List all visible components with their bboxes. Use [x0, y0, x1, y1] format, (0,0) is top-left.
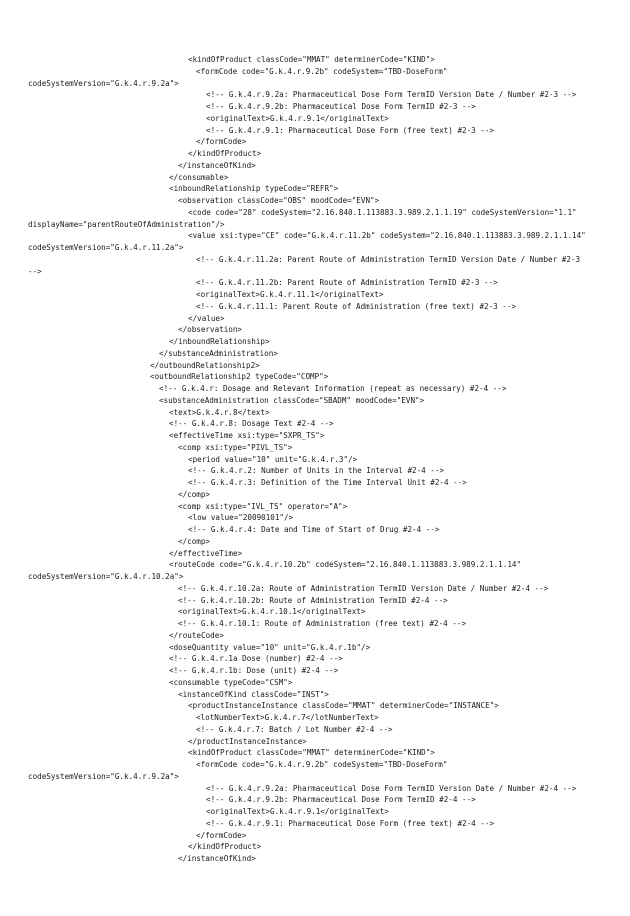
code-line: </inboundRelationship>: [169, 337, 270, 346]
code-line: <comp xsi:type="PIVL_TS">: [178, 442, 293, 452]
code-line: <routeCode code="G.k.4.r.10.2b" codeSystem="2.16.840.1.113883.3.989.2.1.1.14": [169, 560, 522, 570]
code-line: </effectiveTime>: [169, 548, 243, 558]
code-line: codeSystemVersion="G.k.4.r.9.2a">: [28, 771, 179, 781]
code-line: </productInstanceInstance>: [188, 736, 307, 746]
code-line: <!-- G.k.4.r.1a Dose (number) #2-4 -->: [169, 654, 343, 664]
code-line: <!-- G.k.4.r.9.1: Pharmaceutical Dose Form (free text) #2-4 -->: [206, 818, 495, 828]
code-line: <low value="20090101"/>: [188, 513, 294, 523]
code-line: <!-- G.k.4.r.4: Date and Time of Start of Drug #2-4 -->: [188, 525, 440, 534]
code-line: <!-- G.k.4.r.10.1: Route of Administration (free text) #2-4 -->: [178, 619, 467, 628]
code-line: </formCode>: [196, 830, 247, 840]
code-line: <!-- G.k.4.r.10.2a: Route of Administration TermID Version Date / Number #2-4 -->: [178, 583, 549, 593]
code-line: </formCode>: [196, 137, 247, 147]
code-line: </instanceOfKind>: [178, 854, 256, 863]
code-line: <doseQuantity value="10" unit="G.k.4.r.1b"/>: [169, 642, 371, 652]
code-line: </consumable>: [169, 172, 229, 182]
code-line: </kindOfProduct>: [188, 149, 262, 158]
code-line: -->: [28, 266, 42, 276]
code-line: <productInstanceInstance classCode="MMAT" determinerCode="INSTANCE">: [188, 701, 499, 711]
code-line: </outboundRelationship2>: [150, 360, 260, 370]
code-line: <!-- G.k.4.r.9.2a: Pharmaceutical Dose Form TermID Version Date / Number #2-4 -->: [206, 783, 577, 793]
code-line: displayName="parentRouteOfAdministration"/>: [28, 219, 225, 229]
code-line: codeSystemVersion="G.k.4.r.9.2a">: [28, 78, 179, 88]
code-line: <!-- G.k.4.r.11.2a: Parent Route of Administration TermID Version Date / Number #2-3: [196, 254, 581, 264]
code-line: <kindOfProduct classCode="MMAT" determinerCode="KIND">: [188, 748, 435, 758]
code-line: <!-- G.k.4.r.11.2b: Parent Route of Administration TermID #2-3 -->: [196, 278, 498, 288]
code-line: <!-- G.k.4.r.2: Number of Units in the Interval #2-4 -->: [188, 466, 445, 476]
code-line: codeSystemVersion="G.k.4.r.11.2a">: [28, 243, 184, 252]
code-line: <!-- G.k.4.r.9.1: Pharmaceutical Dose Form (free text) #2-3 -->: [206, 125, 495, 135]
code-line: </routeCode>: [169, 630, 224, 640]
code-line: <consumable typeCode="CSM">: [169, 677, 293, 687]
code-line: <formCode code="G.k.4.r.9.2b" codeSystem="TBD-DoseForm": [196, 760, 448, 769]
code-line: <substanceAdministration classCode="SBADM" moodCode="EVN">: [159, 395, 425, 405]
code-line: <originalText>G.k.4.r.9.1</originalText>: [206, 113, 389, 123]
code-line: <period value="10" unit="G.k.4.r.3"/>: [188, 454, 358, 464]
code-line: </instanceOfKind>: [178, 160, 256, 170]
code-line: <value xsi:type="CE" code="G.k.4.r.11.2b" codeSystem="2.16.840.1.113883.3.989.2.1.1.14": [188, 231, 586, 241]
code-line: <!-- G.k.4.r.10.2b: Route of Administration TermID #2-4 -->: [178, 595, 448, 605]
code-line: <!-- G.k.4.r.9.2a: Pharmaceutical Dose Form TermID Version Date / Number #2-3 -->: [206, 90, 577, 100]
xml-code-listing: [28, 54, 624, 865]
code-line: <text>G.k.4.r.8</text>: [169, 407, 270, 417]
code-line: </value>: [188, 313, 225, 323]
code-line: <comp xsi:type="IVL_TS" operator="A">: [178, 501, 348, 511]
code-line: </substanceAdministration>: [159, 348, 278, 358]
code-line: <!-- G.k.4.r.7: Batch / Lot Number #2-4 -->: [196, 724, 393, 734]
code-line: </kindOfProduct>: [188, 842, 262, 852]
code-line: codeSystemVersion="G.k.4.r.10.2a">: [28, 572, 184, 581]
code-line: <outboundRelationship2 typeCode="COMP">: [150, 372, 329, 382]
code-line: <lotNumberText>G.k.4.r.7</lotNumberText>: [196, 713, 379, 722]
code-line: <inboundRelationship typeCode="REFR">: [169, 184, 339, 194]
code-line: </comp>: [178, 536, 211, 546]
code-line: <!-- G.k.4.r.3: Definition of the Time Interval Unit #2-4 -->: [188, 478, 467, 487]
code-line: <kindOfProduct classCode="MMAT" determinerCode="KIND">: [188, 55, 435, 64]
code-line: <!-- G.k.4.r.9.2b: Pharmaceutical Dose Form TermID #2-3 -->: [206, 102, 476, 111]
code-line: </observation>: [178, 325, 243, 335]
code-line: <code code="28" codeSystem="2.16.840.1.113883.3.989.2.1.1.19" codeSystemVersion="1.1": [188, 207, 577, 217]
code-line: <effectiveTime xsi:type="SXPR_TS">: [169, 431, 325, 440]
code-line: <!-- G.k.4.r.8: Dosage Text #2-4 -->: [169, 419, 334, 429]
code-line: <originalText>G.k.4.r.10.1</originalText>: [178, 607, 366, 617]
code-line: <!-- G.k.4.r.11.1: Parent Route of Administration (free text) #2-3 -->: [196, 301, 517, 311]
code-line: <instanceOfKind classCode="INST">: [178, 689, 329, 699]
code-line: <!-- G.k.4.r.9.2b: Pharmaceutical Dose Form TermID #2-4 -->: [206, 795, 476, 805]
code-line: <!-- G.k.4.r: Dosage and Relevant Information (repeat as necessary) #2-4 -->: [159, 384, 507, 393]
code-line: <formCode code="G.k.4.r.9.2b" codeSystem="TBD-DoseForm": [196, 66, 448, 76]
code-line: </comp>: [178, 489, 211, 499]
code-line: <!-- G.k.4.r.1b: Dose (unit) #2-4 -->: [169, 666, 339, 675]
code-line: <originalText>G.k.4.r.9.1</originalText>: [206, 807, 389, 816]
code-line: <observation classCode="OBS" moodCode="EVN">: [178, 196, 380, 205]
code-line: <originalText>G.k.4.r.11.1</originalText>: [196, 290, 384, 299]
